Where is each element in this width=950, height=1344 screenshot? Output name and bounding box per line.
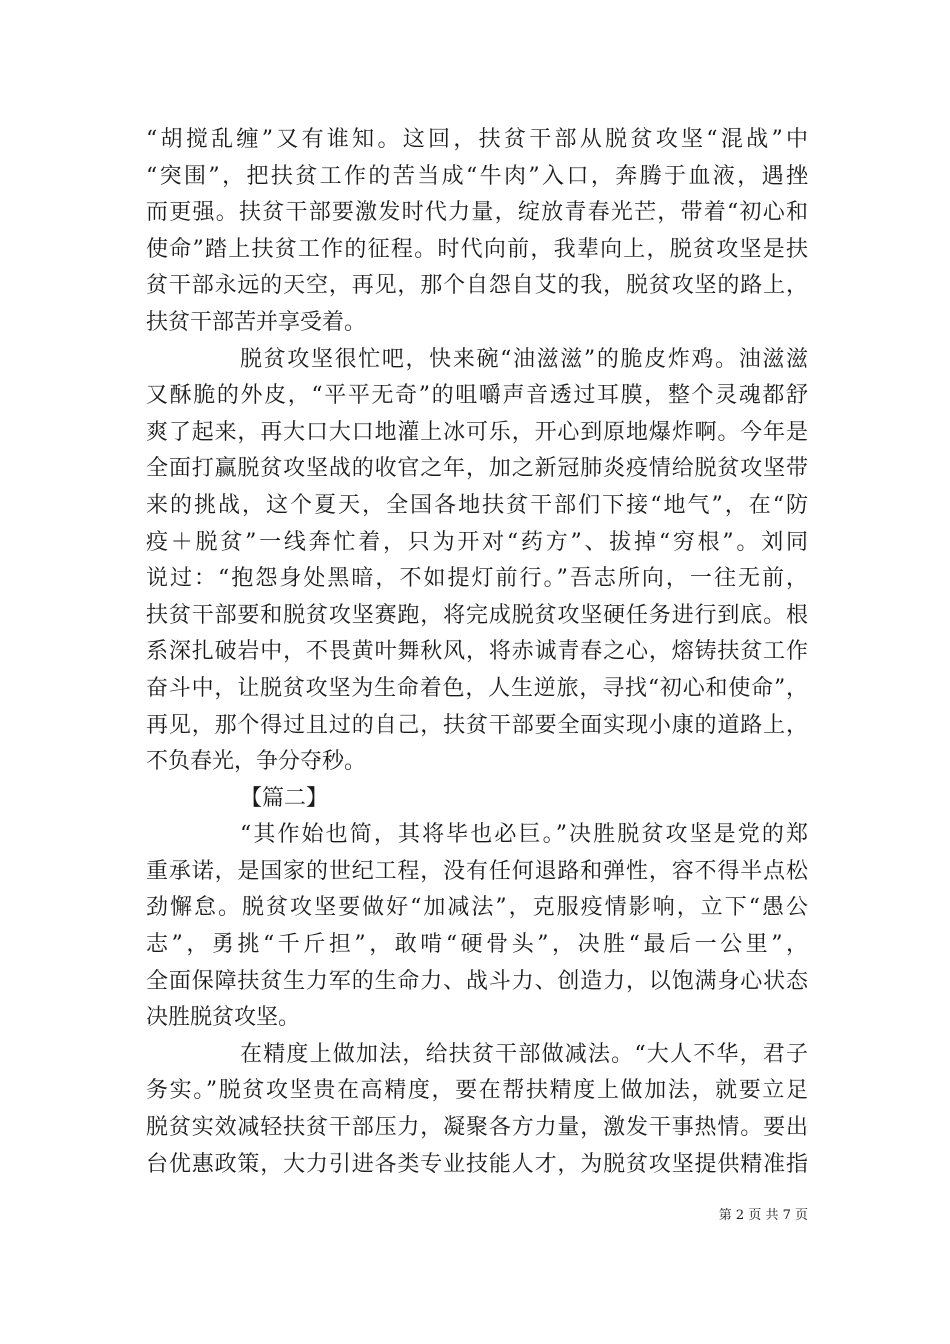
text-line: 奋斗中，让脱贫攻坚为生命着色，人生逆旅，寻找“初心和使命”， <box>146 675 808 701</box>
text-line: 志”，勇挑“千斤担”，敢啃“硬骨头”，决胜“最后一公里”， <box>146 932 808 958</box>
text-line: 说过：“抱怨身处黑暗，不如提灯前行。”吾志所向，一往无前， <box>146 566 808 592</box>
text-line: 而更强。扶贫干部要激发时代力量，绽放青春光芒，带着“初心和 <box>146 200 808 226</box>
paragraph-4 <box>146 1037 808 1183</box>
text-line: 劲懈怠。脱贫攻坚要做好“加减法”，克服疫情影响，立下“愚公 <box>146 895 808 921</box>
text-line: 扶贫干部苦并享受着。 <box>146 309 367 335</box>
text-line: 脱贫实效减轻扶贫干部压力，凝聚各方力量，激发干事热情。要出 <box>146 1115 808 1141</box>
text-line: 脱贫攻坚很忙吧，快来碗“油滋滋”的脆皮炸鸡。油滋滋 <box>240 346 808 372</box>
text-line: 疫＋脱贫”一线奔忙着，只为开对“药方”、拔掉“穷根”。刘同 <box>146 529 808 555</box>
text-line: 务实。”脱贫攻坚贵在高精度，要在帮扶精度上做加法，就要立足 <box>146 1078 808 1104</box>
document-body <box>146 122 808 1183</box>
text-line: 重承诺，是国家的世纪工程，没有任何退路和弹性，容不得半点松 <box>146 858 808 884</box>
text-line: 在精度上做加法，给扶贫干部做减法。“大人不华，君子 <box>240 1041 808 1067</box>
text-line: 扶贫干部要和脱贫攻坚赛跑，将完成脱贫攻坚硬任务进行到底。根 <box>146 602 808 628</box>
text-line: “突围”，把扶贫工作的苦当成“牛肉”入口，奔腾于血液，遇挫 <box>146 163 808 189</box>
text-line: 全面保障扶贫生力军的生命力、战斗力、创造力，以饱满身心状态 <box>146 968 808 994</box>
paragraph-2 <box>146 342 808 781</box>
text-line: 贫干部永远的天空，再见，那个自怨自艾的我，脱贫攻坚的路上， <box>146 273 808 299</box>
text-line: 不负春光，争分夺秒。 <box>146 749 367 775</box>
text-line: 来的挑战，这个夏天，全国各地扶贫干部们下接“地气”，在“防 <box>146 492 808 518</box>
text-line: 决胜脱贫攻坚。 <box>146 1005 301 1031</box>
section-heading: 【篇二】 <box>240 785 329 811</box>
text-line: 爽了起来，再大口大口地灌上冰可乐，开心到原地爆炸啊。今年是 <box>146 419 808 445</box>
paragraph-1 <box>146 122 808 342</box>
text-line: 再见，那个得过且过的自己，扶贫干部要全面实现小康的道路上， <box>146 712 808 738</box>
text-line: 系深扎破岩中，不畏黄叶舞秋风，将赤诚青春之心，熔铸扶贫工作 <box>146 639 808 665</box>
text-line: 台优惠政策，大力引进各类专业技能人才，为脱贫攻坚提供精准指 <box>146 1151 808 1177</box>
text-line: 全面打赢脱贫攻坚战的收官之年，加之新冠肺炎疫情给脱贫攻坚带 <box>146 456 808 482</box>
text-line: 使命”踏上扶贫工作的征程。时代向前，我辈向上，脱贫攻坚是扶 <box>146 236 808 262</box>
paragraph-3 <box>146 817 808 1037</box>
page-number-footer: 第 2 页 共 7 页 <box>718 1208 808 1223</box>
text-line: “其作始也简，其将毕也必巨。”决胜脱贫攻坚是党的郑 <box>240 822 808 848</box>
text-line: “胡搅乱缠”又有谁知。这回，扶贫干部从脱贫攻坚“混战”中 <box>146 127 808 152</box>
text-line: 又酥脆的外皮，“平平无奇”的咀嚼声音透过耳膜，整个灵魂都舒 <box>146 383 808 409</box>
